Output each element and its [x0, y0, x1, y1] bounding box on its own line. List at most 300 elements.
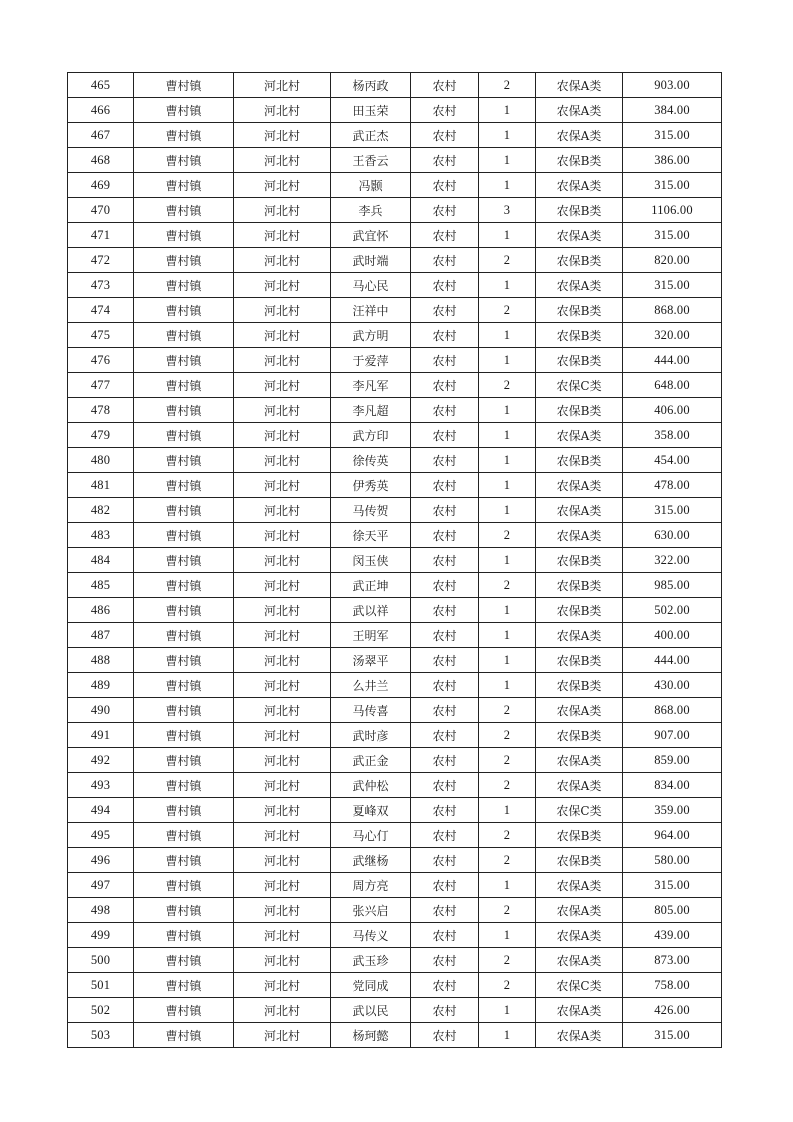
amount-cell: 406.00 — [623, 398, 722, 423]
table-row — [68, 323, 722, 348]
household-size-cell: 2 — [479, 823, 536, 848]
category-cell: 农村 — [411, 723, 479, 748]
village-cell: 河北村 — [234, 748, 331, 773]
village-cell: 河北村 — [234, 923, 331, 948]
table-row — [68, 123, 722, 148]
household-size-cell: 1 — [479, 98, 536, 123]
household-size-cell: 1 — [479, 448, 536, 473]
town-cell: 曹村镇 — [134, 73, 234, 98]
row-number-cell: 470 — [68, 198, 134, 223]
amount-cell: 315.00 — [623, 498, 722, 523]
insurance-class-cell: 农保A类 — [536, 773, 623, 798]
household-size-cell: 2 — [479, 748, 536, 773]
town-cell: 曹村镇 — [134, 448, 234, 473]
household-size-cell: 2 — [479, 573, 536, 598]
town-cell: 曹村镇 — [134, 198, 234, 223]
amount-cell: 315.00 — [623, 873, 722, 898]
amount-cell: 444.00 — [623, 348, 722, 373]
row-number-cell: 483 — [68, 523, 134, 548]
amount-cell: 444.00 — [623, 648, 722, 673]
row-number-cell: 486 — [68, 598, 134, 623]
town-cell: 曹村镇 — [134, 523, 234, 548]
category-cell: 农村 — [411, 448, 479, 473]
table-row — [68, 873, 722, 898]
row-number-cell: 500 — [68, 948, 134, 973]
town-cell: 曹村镇 — [134, 598, 234, 623]
name-cell: 王香云 — [331, 148, 411, 173]
insurance-class-cell: 农保A类 — [536, 73, 623, 98]
household-size-cell: 1 — [479, 223, 536, 248]
row-number-cell: 498 — [68, 898, 134, 923]
town-cell: 曹村镇 — [134, 898, 234, 923]
row-number-cell: 489 — [68, 673, 134, 698]
relief-roster-table — [67, 72, 722, 1048]
insurance-class-cell: 农保A类 — [536, 998, 623, 1023]
table-row — [68, 473, 722, 498]
town-cell: 曹村镇 — [134, 123, 234, 148]
town-cell: 曹村镇 — [134, 548, 234, 573]
town-cell: 曹村镇 — [134, 573, 234, 598]
name-cell: 武仲松 — [331, 773, 411, 798]
household-size-cell: 2 — [479, 898, 536, 923]
category-cell: 农村 — [411, 748, 479, 773]
village-cell: 河北村 — [234, 648, 331, 673]
table-row — [68, 973, 722, 998]
amount-cell: 322.00 — [623, 548, 722, 573]
category-cell: 农村 — [411, 623, 479, 648]
household-size-cell: 2 — [479, 723, 536, 748]
village-cell: 河北村 — [234, 773, 331, 798]
household-size-cell: 1 — [479, 648, 536, 673]
row-number-cell: 490 — [68, 698, 134, 723]
amount-cell: 439.00 — [623, 923, 722, 948]
village-cell: 河北村 — [234, 848, 331, 873]
table-row — [68, 948, 722, 973]
village-cell: 河北村 — [234, 323, 331, 348]
household-size-cell: 1 — [479, 323, 536, 348]
insurance-class-cell: 农保B类 — [536, 298, 623, 323]
insurance-class-cell: 农保A类 — [536, 223, 623, 248]
village-cell: 河北村 — [234, 173, 331, 198]
village-cell: 河北村 — [234, 123, 331, 148]
amount-cell: 580.00 — [623, 848, 722, 873]
category-cell: 农村 — [411, 698, 479, 723]
category-cell: 农村 — [411, 648, 479, 673]
name-cell: 武继杨 — [331, 848, 411, 873]
row-number-cell: 471 — [68, 223, 134, 248]
town-cell: 曹村镇 — [134, 273, 234, 298]
insurance-class-cell: 农保A类 — [536, 498, 623, 523]
insurance-class-cell: 农保A类 — [536, 98, 623, 123]
town-cell: 曹村镇 — [134, 773, 234, 798]
village-cell: 河北村 — [234, 98, 331, 123]
village-cell: 河北村 — [234, 698, 331, 723]
row-number-cell: 481 — [68, 473, 134, 498]
name-cell: 武正金 — [331, 748, 411, 773]
row-number-cell: 497 — [68, 873, 134, 898]
amount-cell: 400.00 — [623, 623, 722, 648]
category-cell: 农村 — [411, 998, 479, 1023]
insurance-class-cell: 农保A类 — [536, 698, 623, 723]
row-number-cell: 499 — [68, 923, 134, 948]
village-cell: 河北村 — [234, 1023, 331, 1048]
category-cell: 农村 — [411, 398, 479, 423]
insurance-class-cell: 农保B类 — [536, 323, 623, 348]
village-cell: 河北村 — [234, 573, 331, 598]
name-cell: 李凡军 — [331, 373, 411, 398]
category-cell: 农村 — [411, 923, 479, 948]
amount-cell: 315.00 — [623, 273, 722, 298]
table-row — [68, 173, 722, 198]
category-cell: 农村 — [411, 548, 479, 573]
category-cell: 农村 — [411, 498, 479, 523]
village-cell: 河北村 — [234, 448, 331, 473]
insurance-class-cell: 农保A类 — [536, 123, 623, 148]
row-number-cell: 503 — [68, 1023, 134, 1048]
category-cell: 农村 — [411, 1023, 479, 1048]
town-cell: 曹村镇 — [134, 473, 234, 498]
table-row — [68, 623, 722, 648]
village-cell: 河北村 — [234, 423, 331, 448]
table-row — [68, 798, 722, 823]
category-cell: 农村 — [411, 73, 479, 98]
row-number-cell: 475 — [68, 323, 134, 348]
town-cell: 曹村镇 — [134, 398, 234, 423]
row-number-cell: 482 — [68, 498, 134, 523]
village-cell: 河北村 — [234, 298, 331, 323]
category-cell: 农村 — [411, 198, 479, 223]
village-cell: 河北村 — [234, 73, 331, 98]
row-number-cell: 492 — [68, 748, 134, 773]
table-row — [68, 998, 722, 1023]
name-cell: 武正杰 — [331, 123, 411, 148]
name-cell: 汪祥中 — [331, 298, 411, 323]
table-row — [68, 248, 722, 273]
town-cell: 曹村镇 — [134, 348, 234, 373]
category-cell: 农村 — [411, 473, 479, 498]
amount-cell: 426.00 — [623, 998, 722, 1023]
village-cell: 河北村 — [234, 598, 331, 623]
name-cell: 武时端 — [331, 248, 411, 273]
category-cell: 农村 — [411, 373, 479, 398]
name-cell: 杨丙政 — [331, 73, 411, 98]
household-size-cell: 1 — [479, 398, 536, 423]
village-cell: 河北村 — [234, 148, 331, 173]
amount-cell: 964.00 — [623, 823, 722, 848]
category-cell: 农村 — [411, 423, 479, 448]
insurance-class-cell: 农保C类 — [536, 373, 623, 398]
name-cell: 党同成 — [331, 973, 411, 998]
insurance-class-cell: 农保A类 — [536, 523, 623, 548]
household-size-cell: 2 — [479, 248, 536, 273]
name-cell: 徐天平 — [331, 523, 411, 548]
village-cell: 河北村 — [234, 248, 331, 273]
town-cell: 曹村镇 — [134, 823, 234, 848]
table-row — [68, 823, 722, 848]
table-row — [68, 698, 722, 723]
amount-cell: 315.00 — [623, 173, 722, 198]
row-number-cell: 493 — [68, 773, 134, 798]
name-cell: 周方亮 — [331, 873, 411, 898]
insurance-class-cell: 农保B类 — [536, 398, 623, 423]
village-cell: 河北村 — [234, 723, 331, 748]
category-cell: 农村 — [411, 898, 479, 923]
village-cell: 河北村 — [234, 223, 331, 248]
name-cell: 武玉珍 — [331, 948, 411, 973]
insurance-class-cell: 农保A类 — [536, 923, 623, 948]
amount-cell: 907.00 — [623, 723, 722, 748]
name-cell: 李凡超 — [331, 398, 411, 423]
household-size-cell: 2 — [479, 298, 536, 323]
town-cell: 曹村镇 — [134, 923, 234, 948]
amount-cell: 1106.00 — [623, 198, 722, 223]
name-cell: 杨珂懿 — [331, 1023, 411, 1048]
amount-cell: 903.00 — [623, 73, 722, 98]
table-row — [68, 548, 722, 573]
household-size-cell: 2 — [479, 523, 536, 548]
household-size-cell: 2 — [479, 773, 536, 798]
row-number-cell: 494 — [68, 798, 134, 823]
household-size-cell: 1 — [479, 998, 536, 1023]
name-cell: 张兴启 — [331, 898, 411, 923]
household-size-cell: 1 — [479, 273, 536, 298]
village-cell: 河北村 — [234, 273, 331, 298]
table-row — [68, 748, 722, 773]
household-size-cell: 2 — [479, 73, 536, 98]
row-number-cell: 484 — [68, 548, 134, 573]
table-row — [68, 498, 722, 523]
insurance-class-cell: 农保A类 — [536, 473, 623, 498]
household-size-cell: 1 — [479, 173, 536, 198]
table-body — [68, 73, 722, 1048]
insurance-class-cell: 农保B类 — [536, 573, 623, 598]
name-cell: 王明军 — [331, 623, 411, 648]
town-cell: 曹村镇 — [134, 698, 234, 723]
row-number-cell: 468 — [68, 148, 134, 173]
town-cell: 曹村镇 — [134, 948, 234, 973]
table-row — [68, 1023, 722, 1048]
name-cell: 冯颢 — [331, 173, 411, 198]
town-cell: 曹村镇 — [134, 148, 234, 173]
row-number-cell: 495 — [68, 823, 134, 848]
table-row — [68, 373, 722, 398]
insurance-class-cell: 农保A类 — [536, 1023, 623, 1048]
town-cell: 曹村镇 — [134, 798, 234, 823]
insurance-class-cell: 农保A类 — [536, 873, 623, 898]
town-cell: 曹村镇 — [134, 848, 234, 873]
row-number-cell: 465 — [68, 73, 134, 98]
category-cell: 农村 — [411, 598, 479, 623]
name-cell: 马传义 — [331, 923, 411, 948]
row-number-cell: 476 — [68, 348, 134, 373]
village-cell: 河北村 — [234, 198, 331, 223]
name-cell: 田玉荣 — [331, 98, 411, 123]
table-row — [68, 923, 722, 948]
name-cell: 马传喜 — [331, 698, 411, 723]
insurance-class-cell: 农保A类 — [536, 623, 623, 648]
amount-cell: 386.00 — [623, 148, 722, 173]
amount-cell: 758.00 — [623, 973, 722, 998]
category-cell: 农村 — [411, 98, 479, 123]
category-cell: 农村 — [411, 948, 479, 973]
table-row — [68, 273, 722, 298]
insurance-class-cell: 农保A类 — [536, 173, 623, 198]
name-cell: 马心民 — [331, 273, 411, 298]
row-number-cell: 466 — [68, 98, 134, 123]
village-cell: 河北村 — [234, 548, 331, 573]
town-cell: 曹村镇 — [134, 173, 234, 198]
household-size-cell: 1 — [479, 123, 536, 148]
table-row — [68, 148, 722, 173]
insurance-class-cell: 农保B类 — [536, 198, 623, 223]
village-cell: 河北村 — [234, 623, 331, 648]
village-cell: 河北村 — [234, 898, 331, 923]
category-cell: 农村 — [411, 223, 479, 248]
village-cell: 河北村 — [234, 473, 331, 498]
town-cell: 曹村镇 — [134, 248, 234, 273]
town-cell: 曹村镇 — [134, 373, 234, 398]
town-cell: 曹村镇 — [134, 323, 234, 348]
table-row — [68, 573, 722, 598]
amount-cell: 648.00 — [623, 373, 722, 398]
category-cell: 农村 — [411, 673, 479, 698]
household-size-cell: 1 — [479, 623, 536, 648]
amount-cell: 859.00 — [623, 748, 722, 773]
table-row — [68, 298, 722, 323]
amount-cell: 873.00 — [623, 948, 722, 973]
row-number-cell: 469 — [68, 173, 134, 198]
household-size-cell: 2 — [479, 373, 536, 398]
name-cell: 武方明 — [331, 323, 411, 348]
name-cell: 汤翠平 — [331, 648, 411, 673]
category-cell: 农村 — [411, 273, 479, 298]
name-cell: 马传贺 — [331, 498, 411, 523]
town-cell: 曹村镇 — [134, 1023, 234, 1048]
row-number-cell: 487 — [68, 623, 134, 648]
amount-cell: 315.00 — [623, 123, 722, 148]
row-number-cell: 491 — [68, 723, 134, 748]
name-cell: 伊秀英 — [331, 473, 411, 498]
village-cell: 河北村 — [234, 398, 331, 423]
name-cell: 武宜怀 — [331, 223, 411, 248]
village-cell: 河北村 — [234, 823, 331, 848]
household-size-cell: 2 — [479, 948, 536, 973]
insurance-class-cell: 农保B类 — [536, 648, 623, 673]
amount-cell: 478.00 — [623, 473, 722, 498]
row-number-cell: 472 — [68, 248, 134, 273]
category-cell: 农村 — [411, 823, 479, 848]
village-cell: 河北村 — [234, 948, 331, 973]
insurance-class-cell: 农保C类 — [536, 973, 623, 998]
category-cell: 农村 — [411, 873, 479, 898]
amount-cell: 820.00 — [623, 248, 722, 273]
table-row — [68, 723, 722, 748]
amount-cell: 868.00 — [623, 298, 722, 323]
insurance-class-cell: 农保A类 — [536, 273, 623, 298]
town-cell: 曹村镇 — [134, 223, 234, 248]
name-cell: 李兵 — [331, 198, 411, 223]
name-cell: 闵玉侠 — [331, 548, 411, 573]
category-cell: 农村 — [411, 773, 479, 798]
amount-cell: 630.00 — [623, 523, 722, 548]
town-cell: 曹村镇 — [134, 723, 234, 748]
row-number-cell: 488 — [68, 648, 134, 673]
table-row — [68, 598, 722, 623]
amount-cell: 834.00 — [623, 773, 722, 798]
town-cell: 曹村镇 — [134, 973, 234, 998]
table-row — [68, 98, 722, 123]
name-cell: 武正坤 — [331, 573, 411, 598]
town-cell: 曹村镇 — [134, 648, 234, 673]
amount-cell: 358.00 — [623, 423, 722, 448]
category-cell: 农村 — [411, 973, 479, 998]
town-cell: 曹村镇 — [134, 673, 234, 698]
table-row — [68, 423, 722, 448]
village-cell: 河北村 — [234, 498, 331, 523]
amount-cell: 384.00 — [623, 98, 722, 123]
insurance-class-cell: 农保B类 — [536, 548, 623, 573]
table-row — [68, 198, 722, 223]
household-size-cell: 1 — [479, 923, 536, 948]
household-size-cell: 1 — [479, 423, 536, 448]
table-row — [68, 73, 722, 98]
amount-cell: 315.00 — [623, 1023, 722, 1048]
category-cell: 农村 — [411, 348, 479, 373]
amount-cell: 430.00 — [623, 673, 722, 698]
amount-cell: 454.00 — [623, 448, 722, 473]
table-row — [68, 398, 722, 423]
row-number-cell: 479 — [68, 423, 134, 448]
category-cell: 农村 — [411, 848, 479, 873]
household-size-cell: 1 — [479, 873, 536, 898]
household-size-cell: 1 — [479, 598, 536, 623]
insurance-class-cell: 农保B类 — [536, 148, 623, 173]
household-size-cell: 3 — [479, 198, 536, 223]
amount-cell: 985.00 — [623, 573, 722, 598]
household-size-cell: 1 — [479, 473, 536, 498]
amount-cell: 359.00 — [623, 798, 722, 823]
category-cell: 农村 — [411, 323, 479, 348]
table-row — [68, 898, 722, 923]
table-row — [68, 673, 722, 698]
table-row — [68, 223, 722, 248]
household-size-cell: 2 — [479, 973, 536, 998]
category-cell: 农村 — [411, 573, 479, 598]
table-row — [68, 848, 722, 873]
town-cell: 曹村镇 — [134, 98, 234, 123]
village-cell: 河北村 — [234, 973, 331, 998]
town-cell: 曹村镇 — [134, 423, 234, 448]
table-row — [68, 523, 722, 548]
row-number-cell: 478 — [68, 398, 134, 423]
insurance-class-cell: 农保A类 — [536, 948, 623, 973]
village-cell: 河北村 — [234, 373, 331, 398]
row-number-cell: 477 — [68, 373, 134, 398]
household-size-cell: 1 — [479, 1023, 536, 1048]
row-number-cell: 473 — [68, 273, 134, 298]
row-number-cell: 467 — [68, 123, 134, 148]
name-cell: 徐传英 — [331, 448, 411, 473]
town-cell: 曹村镇 — [134, 498, 234, 523]
category-cell: 农村 — [411, 248, 479, 273]
amount-cell: 315.00 — [623, 223, 722, 248]
insurance-class-cell: 农保B类 — [536, 723, 623, 748]
town-cell: 曹村镇 — [134, 623, 234, 648]
name-cell: 武方印 — [331, 423, 411, 448]
category-cell: 农村 — [411, 523, 479, 548]
name-cell: 夏峰双 — [331, 798, 411, 823]
town-cell: 曹村镇 — [134, 748, 234, 773]
